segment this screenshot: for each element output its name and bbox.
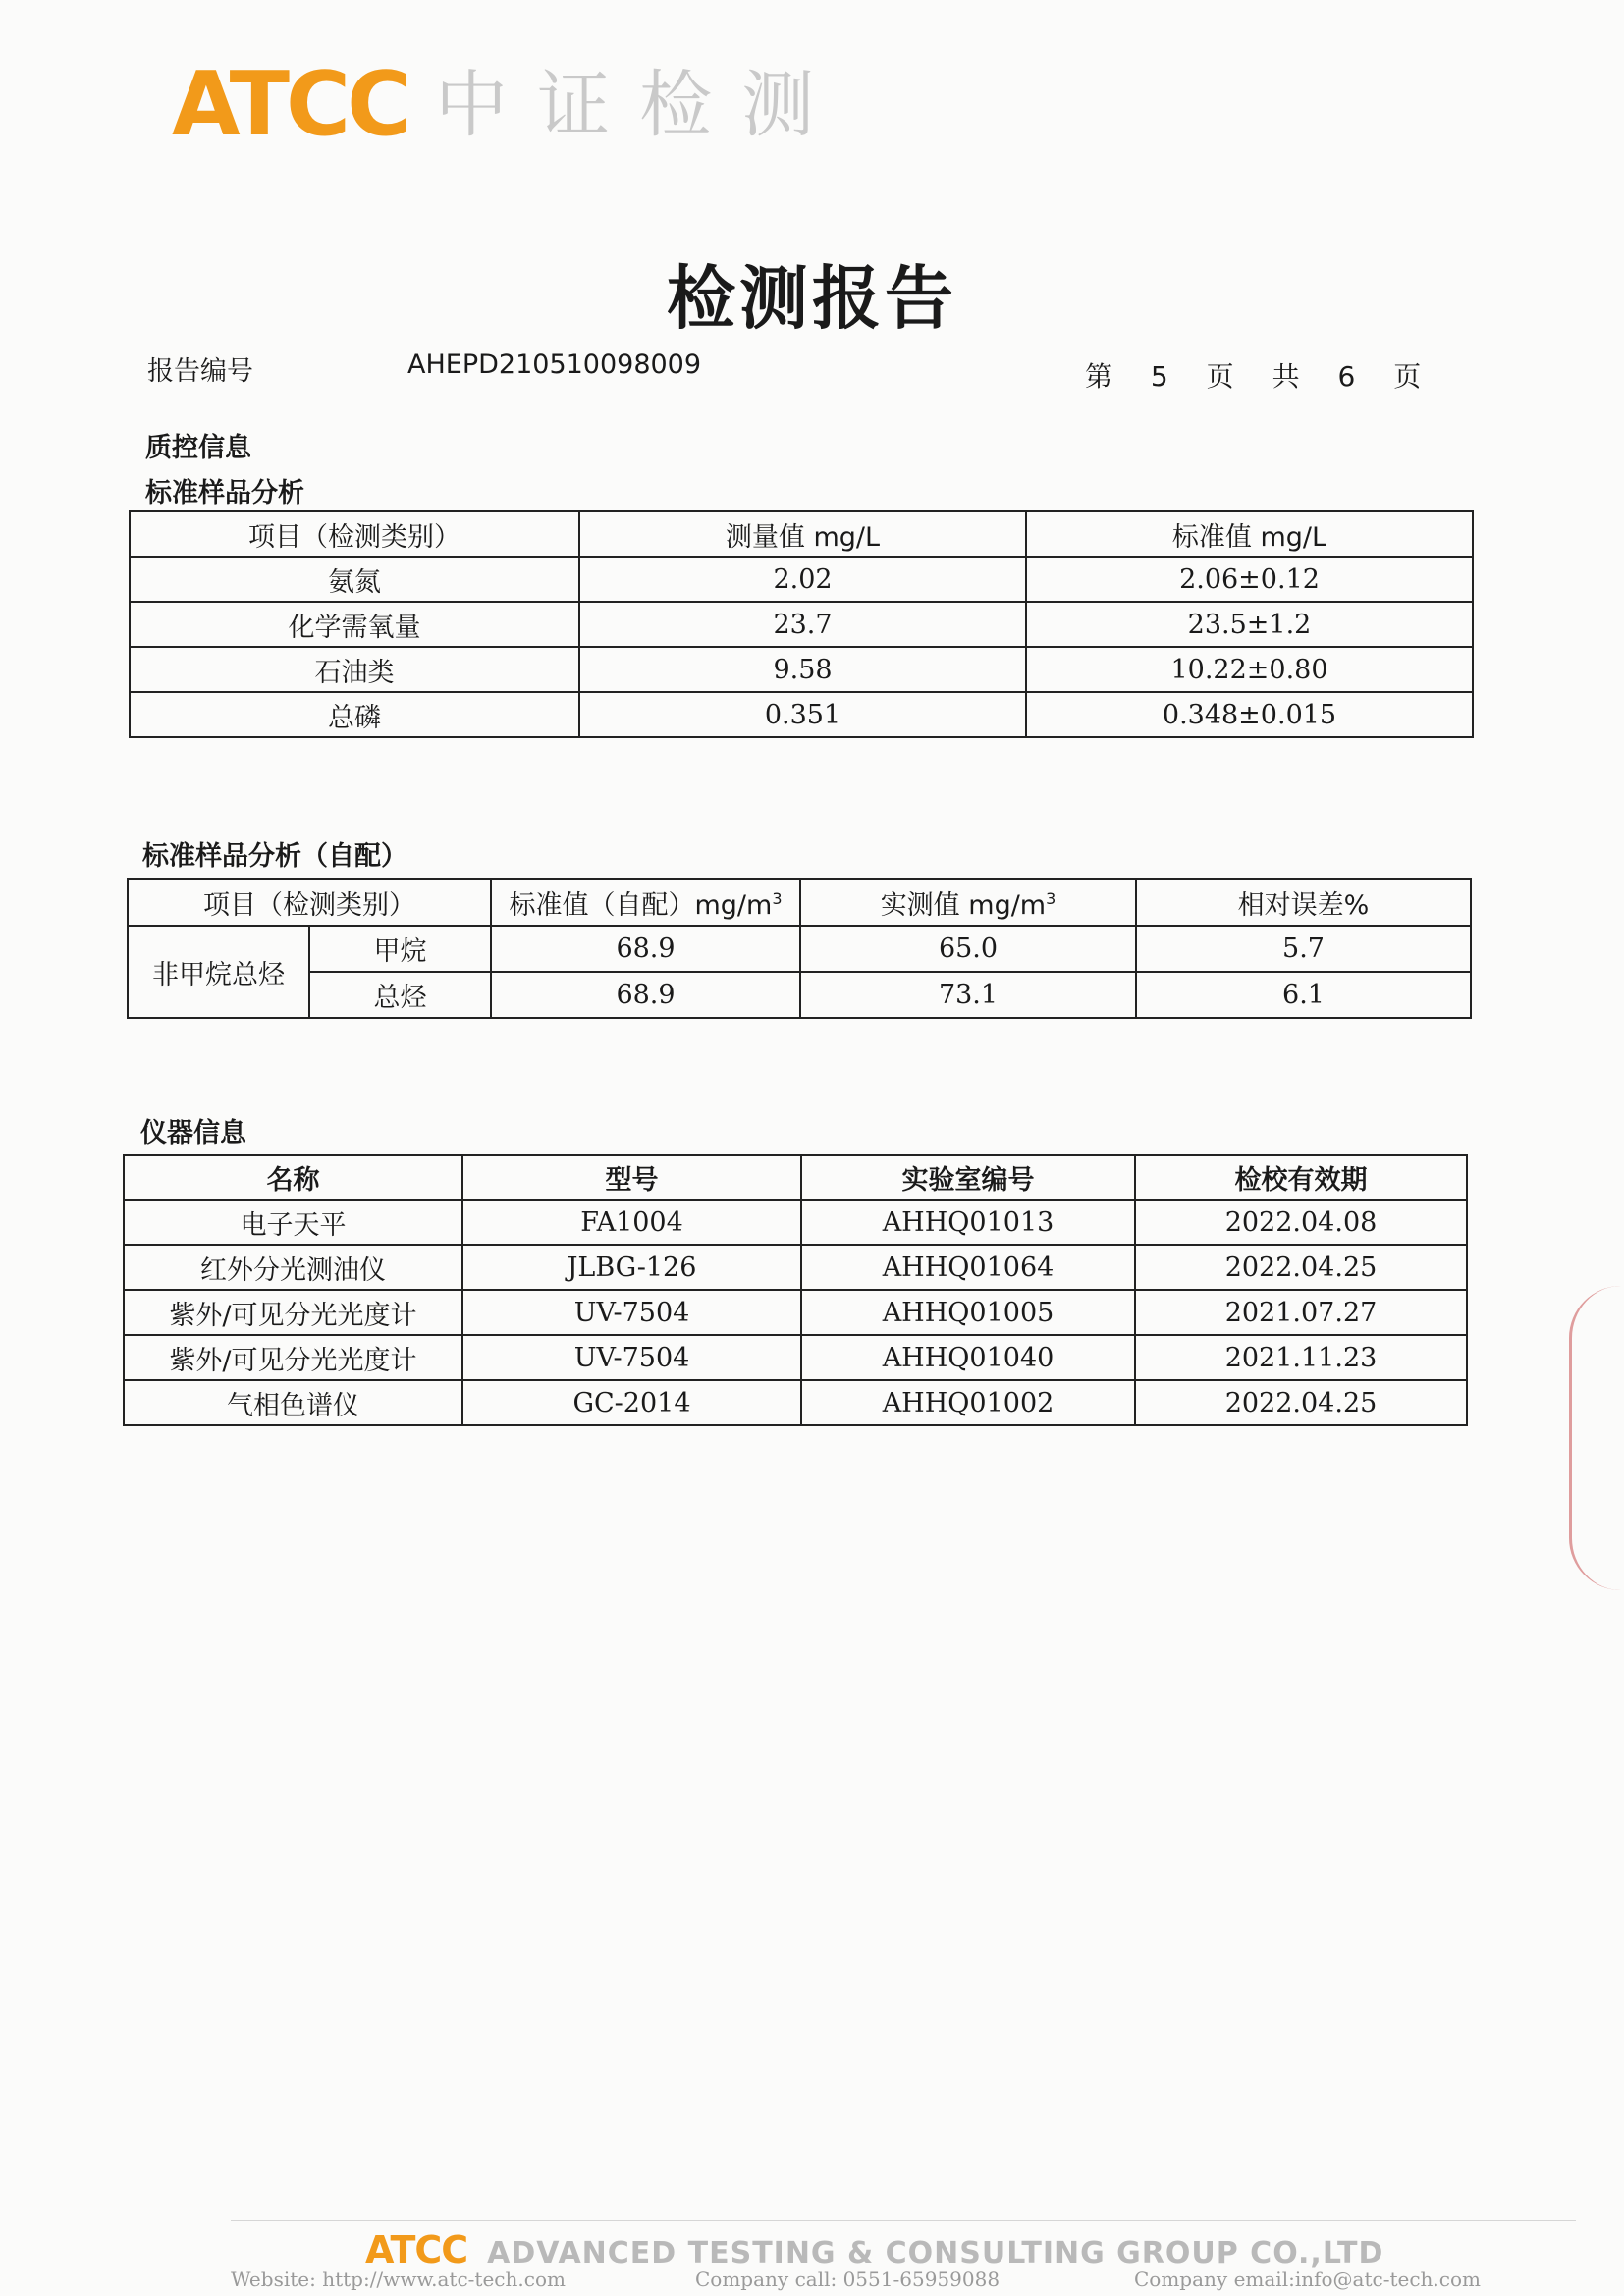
page-indicator	[1085, 355, 1421, 395]
report-no-label: 报告编号	[147, 356, 253, 387]
footer-logo: ATCC	[365, 2228, 468, 2271]
footer-email: Company email:info@atc-tech.com	[1134, 2268, 1481, 2291]
table-row	[124, 1290, 1467, 1335]
table-cell: 总烃	[309, 972, 491, 1018]
table-row	[124, 1200, 1467, 1245]
header-cell: 项目（检测类别）	[130, 511, 579, 557]
table-cell: 红外分光测油仪	[124, 1245, 462, 1290]
report-no-value: AHEPD210510098009	[407, 349, 702, 380]
footer-phone: Company call: 0551-65959088	[695, 2268, 1001, 2291]
company-logo	[172, 53, 844, 156]
table-row	[130, 647, 1473, 692]
table-row	[130, 692, 1473, 737]
section-std-self: 标准样品分析（自配）	[142, 841, 407, 872]
header-cell: 项目（检测类别）	[128, 879, 491, 926]
table-row	[128, 926, 1471, 972]
table-row	[124, 1245, 1467, 1290]
table-cell: 5.7	[1136, 926, 1471, 972]
header-cell: 实测值 $mg/m^3$	[800, 879, 1136, 926]
header-cell: 相对误差%	[1136, 879, 1471, 926]
page-ye: 页	[1206, 360, 1234, 393]
table-cell: UV-7504	[462, 1335, 801, 1380]
table-cell: 电子天平	[124, 1200, 462, 1245]
table-cell: 68.9	[491, 972, 800, 1018]
table-cell: 65.0	[800, 926, 1136, 972]
table-cell: 9.58	[579, 647, 1026, 692]
section-instr: 仪器信息	[140, 1118, 246, 1148]
table-header-row	[128, 879, 1471, 926]
page-title: 检测报告	[667, 258, 957, 339]
section-qc: 质控信息	[145, 433, 251, 463]
table-row	[130, 557, 1473, 602]
table-cell: 2021.07.27	[1135, 1290, 1467, 1335]
table-cell: 68.9	[491, 926, 800, 972]
table-cell: 2022.04.08	[1135, 1200, 1467, 1245]
table-cell: 氨氮	[130, 557, 579, 602]
footer-company-name: ADVANCED TESTING & CONSULTING GROUP CO.,LTD	[487, 2236, 1384, 2270]
header-cell: 实验室编号	[801, 1155, 1135, 1200]
footer-brand	[365, 2228, 1383, 2271]
header-cell: 标准值（自配）$mg/m^3$	[491, 879, 800, 926]
table-header-row	[130, 511, 1473, 557]
table-cell: 气相色谱仪	[124, 1380, 462, 1425]
table-cell: 2021.11.23	[1135, 1335, 1467, 1380]
table-cell: AHHQ01013	[801, 1200, 1135, 1245]
table-cell: 2.06±0.12	[1026, 557, 1473, 602]
table-cell: 化学需氧量	[130, 602, 579, 647]
page-gong: 共	[1272, 360, 1300, 393]
page-di: 第	[1085, 360, 1113, 393]
table-cell: JLBG-126	[462, 1245, 801, 1290]
header-cell: 名称	[124, 1155, 462, 1200]
table-cell: 0.348±0.015	[1026, 692, 1473, 737]
table-cell: 2022.04.25	[1135, 1245, 1467, 1290]
table-cell: 0.351	[579, 692, 1026, 737]
std-sample-table	[129, 510, 1474, 738]
group-cell: 非甲烷总烃	[128, 926, 309, 1018]
logo-en: ATCC	[172, 53, 408, 156]
table-cell: UV-7504	[462, 1290, 801, 1335]
header-cell: 测量值 mg/L	[579, 511, 1026, 557]
table-cell: AHHQ01064	[801, 1245, 1135, 1290]
table-row	[130, 602, 1473, 647]
self-std-table	[127, 878, 1472, 1019]
section-std: 标准样品分析	[145, 478, 304, 508]
table-cell: AHHQ01005	[801, 1290, 1135, 1335]
table-cell: 10.22±0.80	[1026, 647, 1473, 692]
footer-website: Website: http://www.atc-tech.com	[231, 2268, 566, 2291]
table-cell: 23.5±1.2	[1026, 602, 1473, 647]
page-ye2: 页	[1393, 360, 1422, 393]
page-total: 6	[1337, 360, 1356, 393]
page-current: 5	[1150, 360, 1168, 393]
table-cell: 2.02	[579, 557, 1026, 602]
table-cell: FA1004	[462, 1200, 801, 1245]
table-cell: 2022.04.25	[1135, 1380, 1467, 1425]
table-header-row	[124, 1155, 1467, 1200]
instrument-table	[123, 1154, 1468, 1426]
table-cell: 甲烷	[309, 926, 491, 972]
table-cell: 总磷	[130, 692, 579, 737]
header-cell: 检校有效期	[1135, 1155, 1467, 1200]
table-cell: 紫外/可见分光光度计	[124, 1335, 462, 1380]
header-cell: 标准值 mg/L	[1026, 511, 1473, 557]
table-cell: 6.1	[1136, 972, 1471, 1018]
table-cell: GC-2014	[462, 1380, 801, 1425]
table-cell: 紫外/可见分光光度计	[124, 1290, 462, 1335]
table-row	[124, 1335, 1467, 1380]
table-cell: 石油类	[130, 647, 579, 692]
table-cell: 73.1	[800, 972, 1136, 1018]
footer-divider	[231, 2220, 1576, 2221]
table-row	[124, 1380, 1467, 1425]
logo-cn: 中证检测	[435, 63, 844, 147]
table-cell: 23.7	[579, 602, 1026, 647]
seal-stamp	[1569, 1286, 1621, 1590]
table-cell: AHHQ01002	[801, 1380, 1135, 1425]
table-row	[128, 972, 1471, 1018]
table-cell: AHHQ01040	[801, 1335, 1135, 1380]
header-cell: 型号	[462, 1155, 801, 1200]
